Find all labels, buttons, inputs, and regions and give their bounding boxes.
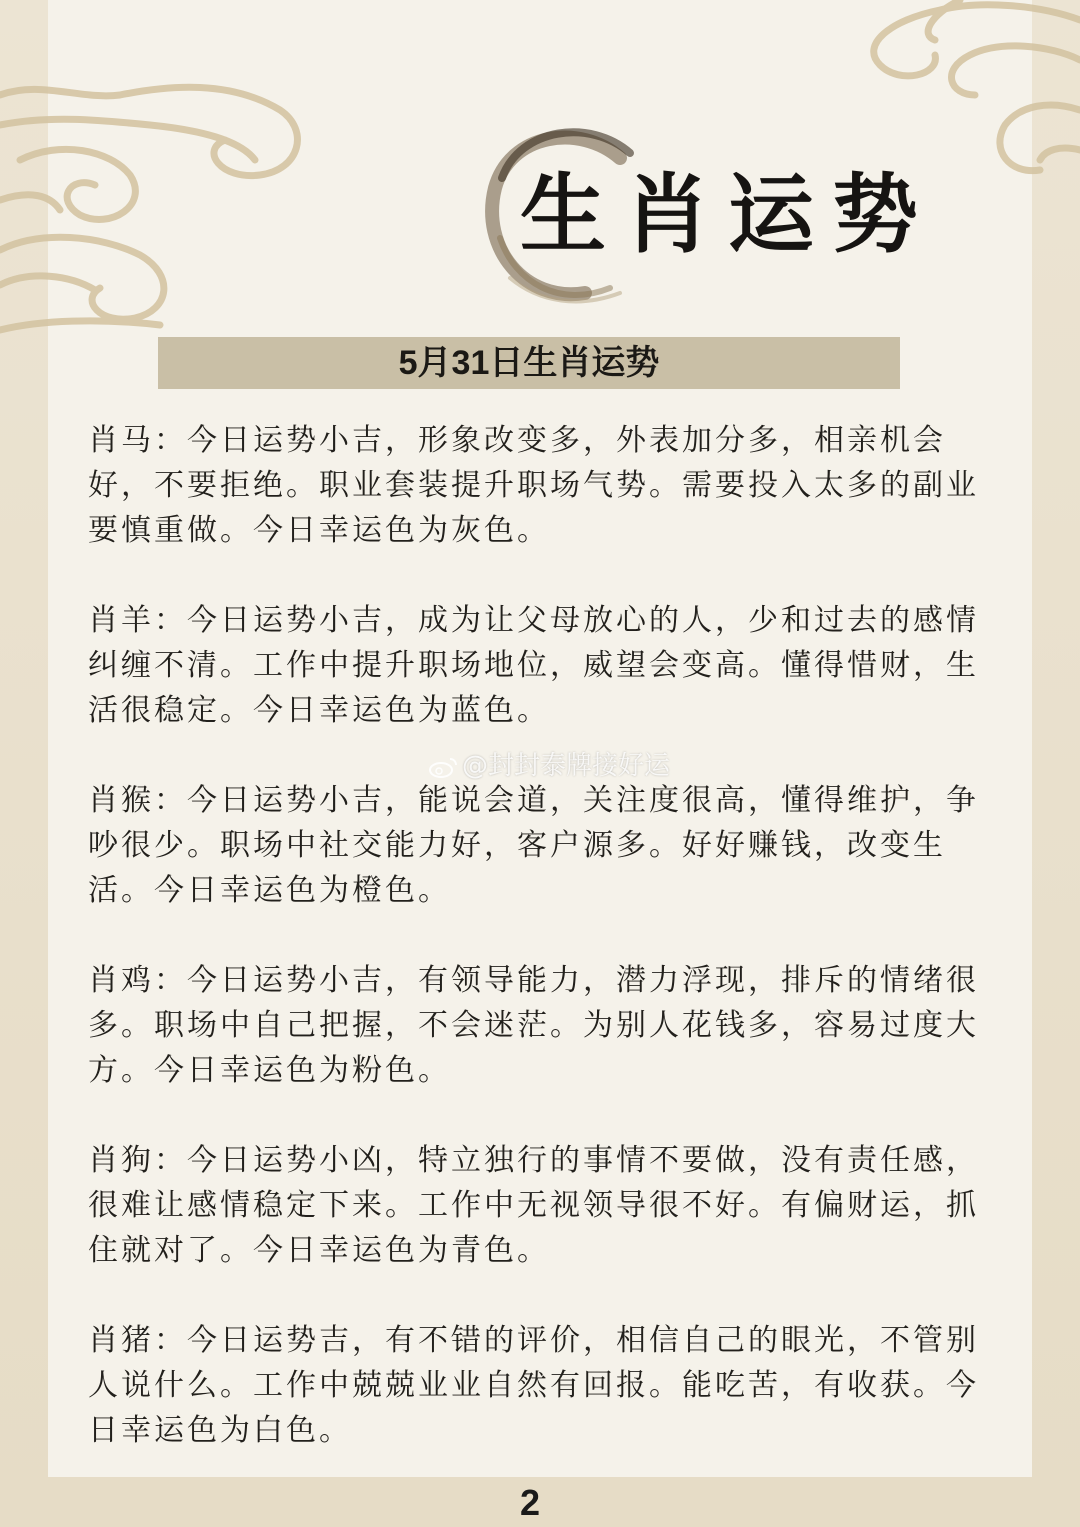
entry-line: 日幸运色为白色。 bbox=[88, 1413, 352, 1448]
entry-line: 肖羊：今日运势小吉，成为让父母放心的人，少和过去的感情 bbox=[88, 603, 979, 638]
entry-line: 肖猪：今日运势吉，有不错的评价，相信自己的眼光，不管别 bbox=[88, 1323, 979, 1358]
entry-line: 肖狗：今日运势小凶，特立独行的事情不要做，没有责任感， bbox=[88, 1143, 979, 1178]
fortune-entry-monkey bbox=[88, 778, 988, 913]
entry-line: 要慎重做。今日幸运色为灰色。 bbox=[88, 513, 550, 548]
entry-line: 肖猴：今日运势小吉，能说会道，关注度很高，懂得维护，争 bbox=[88, 783, 979, 818]
entry-line: 方。今日幸运色为粉色。 bbox=[88, 1053, 451, 1088]
entry-line: 好，不要拒绝。职业套装提升职场气势。需要投入太多的副业 bbox=[88, 468, 979, 503]
entry-line: 很难让感情稳定下来。工作中无视领导很不好。有偏财运，抓 bbox=[88, 1188, 979, 1223]
entry-line: 活很稳定。今日幸运色为蓝色。 bbox=[88, 693, 550, 728]
fortune-entry-rooster bbox=[88, 958, 988, 1093]
fortune-entry-pig bbox=[88, 1318, 988, 1453]
watermark-text: @封封泰牌接好运 bbox=[462, 751, 671, 781]
weibo-watermark bbox=[428, 745, 708, 787]
page-number: 2 bbox=[519, 1482, 541, 1523]
fortune-entry-horse bbox=[88, 418, 988, 553]
entry-line: 多。职场中自己把握，不会迷茫。为别人花钱多，容易过度大 bbox=[88, 1008, 979, 1043]
weibo-icon bbox=[428, 755, 458, 779]
fortune-entry-dog bbox=[88, 1138, 988, 1273]
entry-line: 肖鸡：今日运势小吉，有领导能力，潜力浮现，排斥的情绪很 bbox=[88, 963, 979, 998]
entry-line: 住就对了。今日幸运色为青色。 bbox=[88, 1233, 550, 1268]
subtitle-date: 5月31日生肖运势 bbox=[398, 344, 660, 382]
entry-line: 肖马：今日运势小吉，形象改变多，外表加分多，相亲机会 bbox=[88, 423, 946, 458]
page-title: 生肖运势 bbox=[520, 164, 936, 265]
entry-line: 人说什么。工作中兢兢业业自然有回报。能吃苦，有收获。今 bbox=[88, 1368, 979, 1403]
entry-line: 吵很少。职场中社交能力好，客户源多。好好赚钱，改变生 bbox=[88, 828, 946, 863]
entry-line: 纠缠不清。工作中提升职场地位，威望会变高。懂得惜财，生 bbox=[88, 648, 979, 683]
fortune-list bbox=[88, 418, 988, 1498]
entry-line: 活。今日幸运色为橙色。 bbox=[88, 873, 451, 908]
fortune-entry-goat bbox=[88, 598, 988, 733]
